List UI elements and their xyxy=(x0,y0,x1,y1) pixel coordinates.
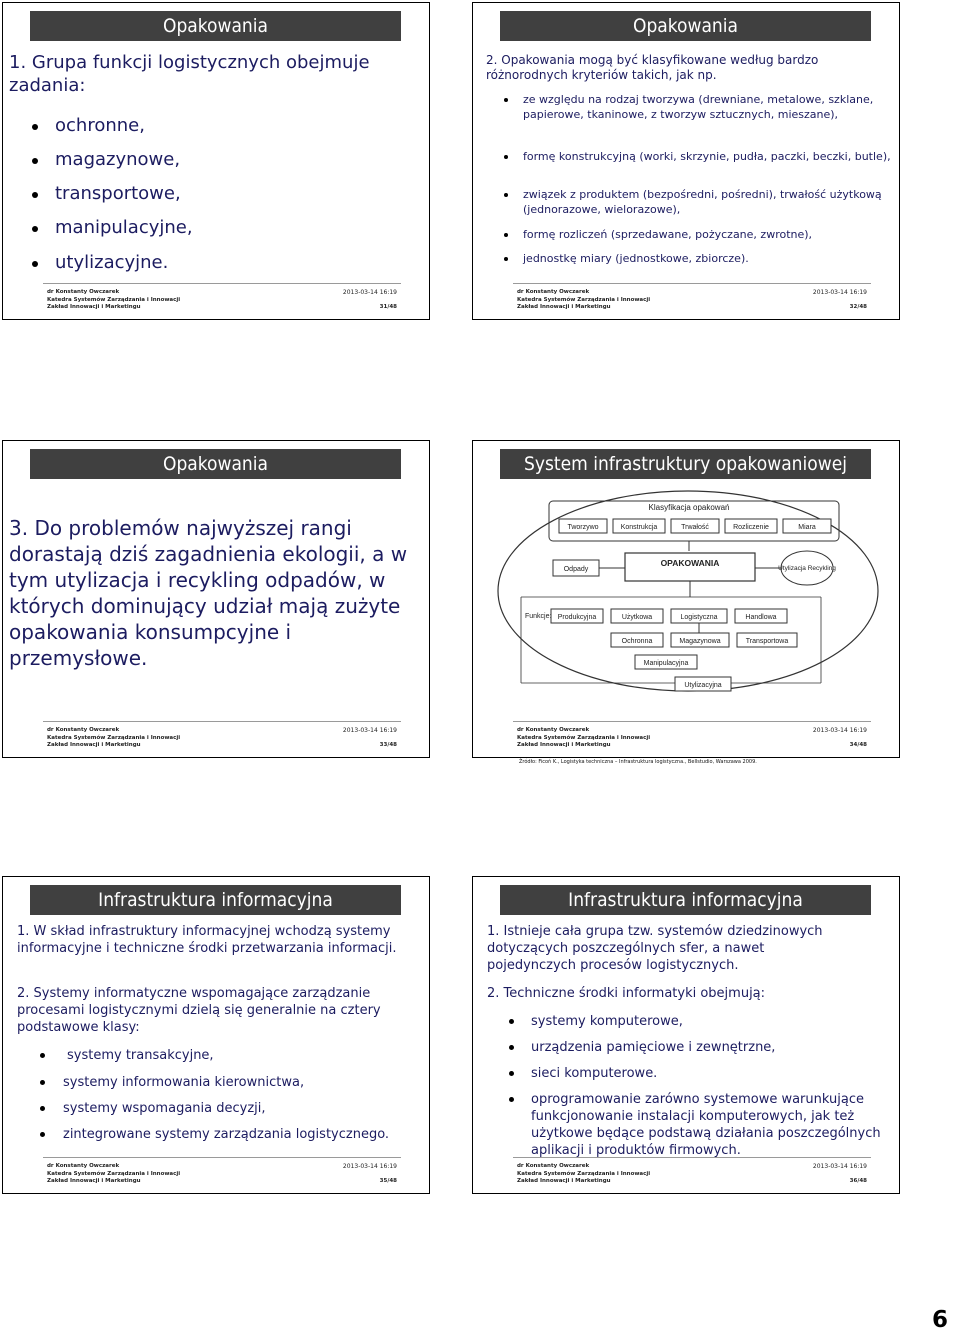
bullet-icon xyxy=(509,1045,514,1050)
box-label: OPAKOWANIA xyxy=(660,558,720,568)
list-item: magazynowe, xyxy=(55,149,181,170)
box-label: Handlowa xyxy=(745,614,777,621)
list-item: urządzenia pamięciowe i zewnętrzne, xyxy=(531,1040,776,1055)
footer-author: dr Konstanty Owczarek xyxy=(47,289,120,295)
bullet-icon xyxy=(509,1097,514,1102)
slide-31 xyxy=(2,2,430,320)
slide-footer xyxy=(473,1157,899,1193)
footer-divider xyxy=(513,283,871,284)
footer-dept: Katedra Systemów Zarządzania i Innowacji xyxy=(517,296,651,303)
list-item: manipulacyjne, xyxy=(55,217,193,238)
slide-footer xyxy=(473,721,899,757)
footer-author-block xyxy=(47,727,180,750)
box-label: Tworzywo xyxy=(567,524,599,531)
footer-divider xyxy=(513,721,871,722)
list-item: formę konstrukcyjną (worki, skrzynie, pudła, paczki, beczki, butle), xyxy=(523,150,891,163)
slide-title: Opakowania xyxy=(30,449,401,479)
box-label: Utylizacja Recykling xyxy=(778,565,836,572)
slide-page-number: 34/48 xyxy=(849,742,867,748)
footer-dept: Katedra Systemów Zarządzania i Innowacji xyxy=(47,296,181,303)
bullet-icon xyxy=(40,1053,45,1058)
bullet-icon xyxy=(504,193,508,197)
footer-author: dr Konstanty Owczarek xyxy=(47,727,120,733)
slide-title: Opakowania xyxy=(30,11,401,41)
funkcje-label: Funkcje: xyxy=(525,613,552,620)
footer-date: 2013-03-14 16:19 xyxy=(342,289,397,296)
bullet-icon xyxy=(504,257,508,261)
footer-author: dr Konstanty Owczarek xyxy=(517,1163,590,1169)
footer-divider xyxy=(43,1157,401,1158)
slide-35 xyxy=(2,876,430,1194)
paragraph-2: 2. Techniczne środki informatyki obejmują: xyxy=(487,986,766,1001)
slide-title: System infrastruktury opakowaniowej xyxy=(500,449,871,479)
box-label: Ochronna xyxy=(621,638,653,645)
footer-dept: Katedra Systemów Zarządzania i Innowacji xyxy=(517,734,651,741)
footer-author-block xyxy=(517,727,650,750)
slide-32 xyxy=(472,2,900,320)
packaging-system-diagram xyxy=(493,487,883,702)
footer-unit: Zakład Innowacji i Marketingu xyxy=(47,304,141,310)
list-item: systemy komputerowe, xyxy=(531,1014,683,1029)
bullet-icon xyxy=(504,155,508,159)
box-label: Transportowa xyxy=(745,638,789,645)
footer-dept: Katedra Systemów Zarządzania i Innowacji xyxy=(47,1170,181,1177)
slide-footer xyxy=(3,1157,429,1193)
box-label: Użytkowa xyxy=(621,614,653,621)
bullet-icon xyxy=(504,98,508,102)
klasyfikacja-label: Klasyfikacja opakowań xyxy=(648,503,730,512)
bullet-icon xyxy=(32,261,38,267)
paragraph-1: 1. W skład infrastruktury informacyjnej wchodzą systemy informacyjne i techniczne środki przetwarzania informacji. xyxy=(17,924,397,956)
intro-text: 1. Grupa funkcji logistycznych obejmuje zadania: xyxy=(9,52,370,96)
bullet-icon xyxy=(32,158,38,164)
bullet-icon xyxy=(509,1019,514,1024)
slide-page-number: 35/48 xyxy=(379,1178,397,1184)
slide-33 xyxy=(2,440,430,758)
footer-date: 2013-03-14 16:19 xyxy=(342,727,397,734)
box-label: Utylizacyjna xyxy=(684,682,722,689)
footer-author-block xyxy=(517,1163,650,1186)
source-citation: Źródło: Ficoń K., Logistyka techniczna – Infrastruktura logistyczna., Bellstudio, Warszawa 2009. xyxy=(519,759,757,765)
slide-title: Infrastruktura informacyjna xyxy=(30,885,401,915)
slide-page-number: 31/48 xyxy=(379,304,397,310)
footer-unit: Zakład Innowacji i Marketingu xyxy=(517,742,611,748)
bullet-icon xyxy=(32,124,38,130)
footer-date: 2013-03-14 16:19 xyxy=(812,289,867,296)
footer-author-block xyxy=(47,289,180,312)
body-text: 3. Do problemów najwyższej rangi dorastają dziś zagadnienia ekologii, a w tym utylizacja i recykling odpadów, w których dominujący udział mają zużyte opakowania konsumpcyjne i przemysłowe. xyxy=(9,516,408,670)
slide-footer xyxy=(473,283,899,319)
box-label: Konstrukcja xyxy=(620,524,658,531)
footer-unit: Zakład Innowacji i Marketingu xyxy=(47,742,141,748)
box-label: Trwałość xyxy=(681,524,709,531)
list-item: ochronne, xyxy=(55,115,145,136)
bullet-icon xyxy=(40,1132,45,1137)
slide-page-number: 36/48 xyxy=(849,1178,867,1184)
box-label: Odpady xyxy=(563,566,589,573)
footer-author: dr Konstanty Owczarek xyxy=(517,289,590,295)
list-item: ze względu na rodzaj tworzywa (drewniane, metalowe, szklane, papierowe, tkaninowe, z tworzyw sztucznych, mieszane), xyxy=(523,93,874,121)
paragraph-1: 1. Istnieje cała grupa tzw. systemów dziedzinowych dotyczących poszczególnych sfer, a nawet pojedynczych procesów logistycznych. xyxy=(487,924,823,973)
box-label: Magazynowa xyxy=(679,638,721,645)
footer-unit: Zakład Innowacji i Marketingu xyxy=(47,1178,141,1184)
footer-date: 2013-03-14 16:19 xyxy=(812,727,867,734)
list-item: sieci komputerowe. xyxy=(531,1066,658,1081)
paragraph-2: 2. Systemy informatyczne wspomagające zarządzanie procesami logistycznymi dzielą się generalnie na cztery podstawowe klasy: xyxy=(17,986,381,1035)
list-item: jednostkę miary (jednostkowe, zbiorcze). xyxy=(523,252,749,265)
footer-divider xyxy=(43,283,401,284)
footer-dept: Katedra Systemów Zarządzania i Innowacji xyxy=(47,734,181,741)
intro-text: 2. Opakowania mogą być klasyfikowane według bardzo różnorodnych kryteriów takich, jak np. xyxy=(486,53,819,82)
list-item: utylizacyjne. xyxy=(55,252,169,273)
footer-dept: Katedra Systemów Zarządzania i Innowacji xyxy=(517,1170,651,1177)
box-label: Logistyczna xyxy=(680,614,718,621)
bullet-icon xyxy=(32,226,38,232)
footer-date: 2013-03-14 16:19 xyxy=(812,1163,867,1170)
list-item: związek z produktem (bezpośredni, pośredni), trwałość użytkową (jednorazowe, wielorazowe), xyxy=(523,188,882,216)
list-item: formę rozliczeń (sprzedawane, pożyczane, zwrotne), xyxy=(523,228,813,241)
sheet-page-number: 6 xyxy=(931,1307,948,1333)
list-item: systemy transakcyjne, xyxy=(67,1048,214,1063)
list-item: systemy informowania kierownictwa, xyxy=(63,1075,305,1090)
slide-title: Opakowania xyxy=(500,11,871,41)
bullet-icon xyxy=(40,1080,45,1085)
slide-34 xyxy=(472,440,900,765)
bullet-icon xyxy=(509,1071,514,1076)
footer-author: dr Konstanty Owczarek xyxy=(47,1163,120,1169)
list-item: transportowe, xyxy=(55,183,181,204)
footer-divider xyxy=(513,1157,871,1158)
bullet-icon xyxy=(504,233,508,237)
footer-author-block xyxy=(517,289,650,312)
box-label: Miara xyxy=(798,524,816,531)
bullet-icon xyxy=(32,192,38,198)
slide-footer xyxy=(3,283,429,319)
slide-page-number: 33/48 xyxy=(379,742,397,748)
footer-unit: Zakład Innowacji i Marketingu xyxy=(517,1178,611,1184)
slide-36 xyxy=(472,876,900,1194)
box-label: Produkcyjna xyxy=(557,614,597,621)
footer-divider xyxy=(43,721,401,722)
box-label: Rozliczenie xyxy=(733,524,769,531)
slide-title: Infrastruktura informacyjna xyxy=(500,885,871,915)
footer-unit: Zakład Innowacji i Marketingu xyxy=(517,304,611,310)
footer-author: dr Konstanty Owczarek xyxy=(517,727,590,733)
footer-date: 2013-03-14 16:19 xyxy=(342,1163,397,1170)
bullet-icon xyxy=(40,1106,45,1111)
slide-footer xyxy=(3,721,429,757)
footer-author-block xyxy=(47,1163,180,1186)
list-item: systemy wspomagania decyzji, xyxy=(63,1101,266,1116)
list-item: zintegrowane systemy zarządzania logistycznego. xyxy=(63,1127,390,1142)
list-item: oprogramowanie zarówno systemowe warunkujące funkcjonowanie instalacji komputerowych, jak też użytkowe będące podstawą działania poszczególnych aplikacji i produktów firmowych. xyxy=(531,1092,881,1158)
box-label: Manipulacyjna xyxy=(643,660,689,667)
slide-page-number: 32/48 xyxy=(849,304,867,310)
